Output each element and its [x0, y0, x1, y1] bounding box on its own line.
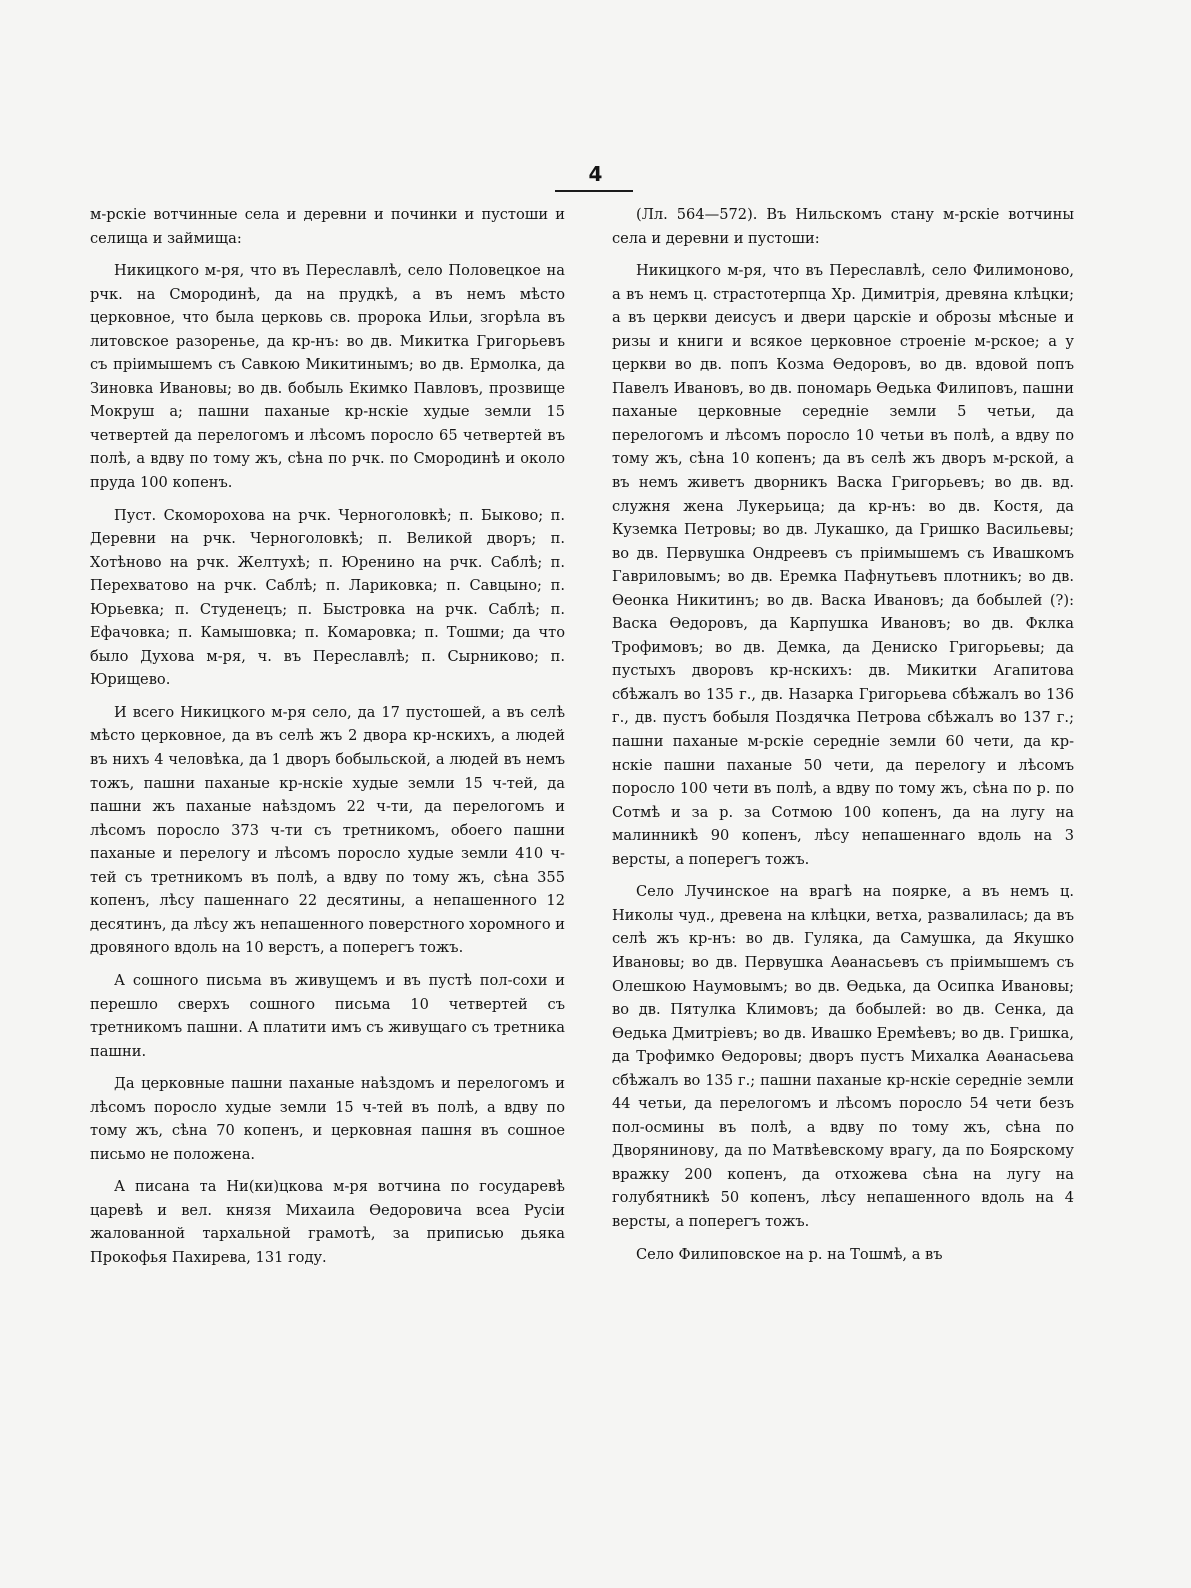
right-paragraph-3: Село Лучинское на врагѣ на поярке, а въ немъ ц. Николы чуд., древена на клѣцки, ветха, развалилась; да въ селѣ жъ кр-нъ: во дв. Гуляка, да Самушка, да Якушко Ивановы; во дв. Первушка Аѳанасьевъ съ пріимышемъ съ Олешкою Наумовымъ; во дв. Ѳедька, да Осипка Ивановы; во дв. Пятулка Климовъ; да бобылей: во дв. Сенка, да Ѳедька Дмитріевъ; во дв. Ивашко Еремѣевъ; во дв. Гришка, да Трофимко Ѳедоровы; дворъ пустъ Михалка Аѳанасьева сбѣжалъ во 135 г.; пашни паханые кр-нскіе середніе земли 44 четьи, да перелогомъ и лѣсомъ поросло 54 чети безъ пол-осмины въ полѣ, а вдву по тому жъ, сѣна по Дворянинову, да по Матвѣевскому врагу, да по Боярскому вражку 200 копенъ, да отхожева сѣна на лугу на голубятникѣ 50 копенъ, лѣсу непашенного вдоль на 4 версты, а поперегъ тожъ. — [612, 883, 1074, 1230]
page-number: 4 — [588, 162, 603, 186]
right-column — [612, 203, 1074, 1275]
left-paragraph-3: Пуст. Скоморохова на рчк. Черноголовкѣ; п. Быково; п. Деревни на рчк. Черноголовкѣ; п. Великой дворъ; п. Хотѣново на рчк. Желтухѣ; п. Юренино на рчк. Саблѣ; п. Перехватово на рчк. Саблѣ; п. Лариковка; п. Савцыно; п. Юрьевка; п. Студенецъ; п. Быстровка на рчк. Саблѣ; п. Ефачовка; п. Камышовка; п. Комаровка; п. Тошми; да что было Духова м-ря, ч. въ Переславлѣ; п. Сырниково; п. Юрищево. — [90, 506, 565, 689]
page-number-rule — [555, 190, 633, 192]
right-paragraph-2: Никицкого м-ря, что въ Переславлѣ, село Филимоново, а въ немъ ц. страстотерпца Хр. Димитрія, древяна клѣцки; а въ церкви деисусъ и двери царскіе и оброзы мѣсные и ризы и книги и всякое церковное строеніе м-рское; а у церкви во дв. попъ Козма Ѳедоровъ, во дв. вдовой попъ Павелъ Ивановъ, во дв. пономарь Ѳедька Филиповъ, пашни паханые церковные середніе земли 5 четьи, да перелогомъ и лѣсомъ поросло 10 четьи въ полѣ, а вдву по тому жъ, сѣна 10 копенъ; да въ селѣ жъ дворъ м-рской, а въ немъ живетъ дворникъ Васка Григорьевъ; во дв. вд. служня жена Лукерьица; да кр-нъ: во дв. Костя, да Куземка Петровы; во дв. Лукашко, да Гришко Васильевы; во дв. Первушка Ондреевъ съ пріимышемъ съ Ивашкомъ Гавриловымъ; во дв. Еремка Пафнутьевъ плотникъ; во дв. Ѳеонка Никитинъ; во дв. Васка Ивановъ; да бобылей (?): Васка Ѳедоровъ, да Карпушка Ивановъ; во дв. Фклка Трофимовъ; во дв. Демка, да Дениско Григорьевы; да пустыхъ дворовъ кр-нскихъ: дв. Микитки Агапитова сбѣжалъ во 135 г., дв. Назарка Григорьева сбѣжалъ во 136 г., дв. пустъ бобыля Поздячка Петрова сбѣжалъ во 137 г.; пашни паханые м-рскіе середніе земли 60 чети, да кр-нскіе пашни паханые 50 чети, да перелогу и лѣсомъ поросло 100 чети въ полѣ, а вдву по тому жъ, сѣна по р. по Сотмѣ и за р. за Сотмою 100 копенъ, да на лугу на малинникѣ 90 копенъ, лѣсу непашеннаго вдоль на 3 версты, а поперегъ тожъ. — [612, 262, 1074, 868]
left-paragraph-2: Никицкого м-ря, что въ Переславлѣ, село Половецкое на рчк. на Смородинѣ, да на прудкѣ, а въ немъ мѣсто церковное, что была церковь св. пророка Ильи, згорѣла въ литовское разоренье, да кр-нъ: во дв. Микитка Григорьевъ съ пріимышемъ съ Савкою Микитинымъ; во дв. Ермолка, да Зиновка Ивановы; во дв. бобыль Екимко Павловъ, прозвище Мокруш а; пашни паханые кр-нскіе худые земли 15 четвертей да перелогомъ и лѣсомъ поросло 65 четвертей въ полѣ, а вдву по тому жъ, сѣна по рчк. по Смородинѣ и около пруда 100 копенъ. — [90, 262, 565, 492]
left-paragraph-1: м-рскіе вотчинные села и деревни и починки и пустоши и селища и займища: — [90, 206, 565, 247]
left-paragraph-7: А писана та Ни(ки)цкова м-ря вотчина по государевѣ царевѣ и вел. князя Михаила Ѳедоровича всеа Русіи жалованной тархальной грамотѣ, за приписью дьяка Прокофья Пахирева, 131 году. — [90, 1178, 565, 1266]
right-paragraph-4: Село Филиповское на р. на Тошмѣ, а въ — [636, 1245, 943, 1263]
left-column — [90, 203, 565, 1279]
left-paragraph-5: А сошного письма въ живущемъ и въ пустѣ пол-сохи и перешло сверхъ сошного письма 10 четвертей съ третникомъ пашни. А платити имъ съ живущаго съ третника пашни. — [90, 971, 566, 1060]
left-paragraph-4: И всего Никицкого м-ря село, да 17 пустошей, а въ селѣ мѣсто церковное, да въ селѣ жъ 2 двора кр-нскихъ, а людей въ нихъ 4 человѣка, да 1 дворъ бобыльской, а людей въ немъ тожъ, пашни паханые кр-нскіе худые земли 15 ч-тей, да пашни жъ паханые наѣздомъ 22 ч-ти, да перелогомъ и лѣсомъ поросло 373 ч-ти съ третникомъ, обоего пашни паханые и перелогу и лѣсомъ поросло худые земли 410 ч-тей съ третникомъ въ полѣ, а вдву по тому жъ, сѣна 355 копенъ, лѣсу пашеннаго 22 десятины, а непашенного 12 десятинъ, да лѣсу жъ непашенного поверстного хоромного и дровяного вдоль на 10 верстъ, а поперегъ тожъ. — [90, 703, 565, 957]
right-paragraph-1: (Лл. 564—572). Въ Нильскомъ стану м-рскіе вотчины села и деревни и пустоши: — [612, 206, 1074, 247]
left-paragraph-6: Да церковные пашни паханые наѣздомъ и перелогомъ и лѣсомъ поросло худые земли 15 ч-тей въ полѣ, а вдву по тому жъ, сѣна 70 копенъ, и церковная пашня въ сошное письмо не положена. — [90, 1075, 565, 1163]
